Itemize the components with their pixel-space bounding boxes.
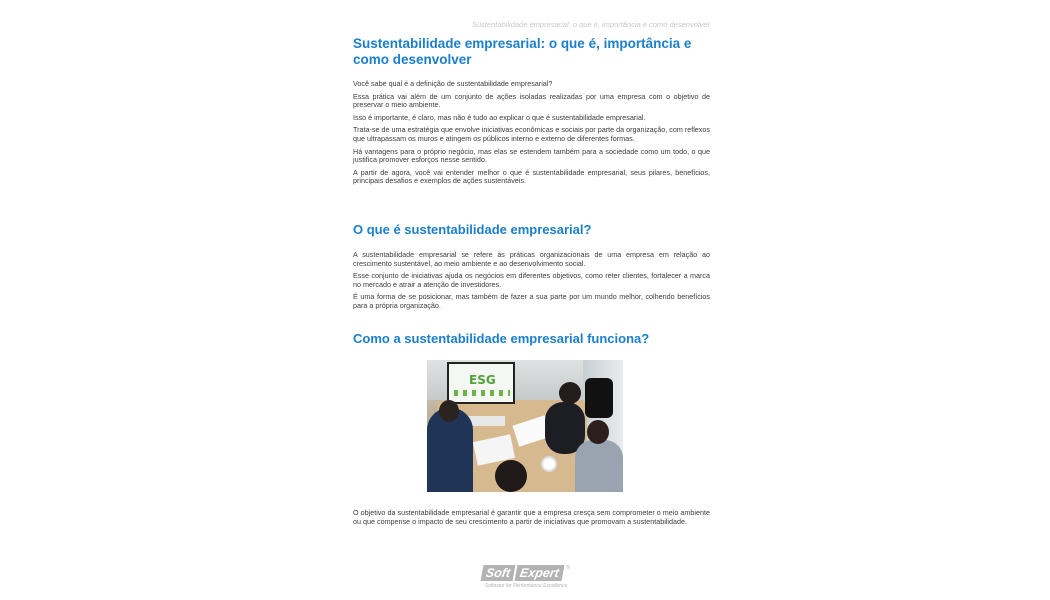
paragraph: Trata-se de uma estratégia que envolve iniciativas econômicas e sociais por parte da organização, com reflexos que ultrapassam os muros e atingem os públicos interno e externo de diferentes formas. (353, 125, 710, 143)
section-heading-what-is: O que é sustentabilidade empresarial? (353, 222, 592, 237)
registered-mark: ® (566, 565, 570, 571)
paragraph: O objetivo da sustentabilidade empresarial é garantir que a empresa cresça sem comprometer o meio ambiente ou que compense o impacto de seu crescimento a partir de iniciativas que promovam a sustentabilidade. (353, 508, 710, 526)
monitor (447, 362, 515, 404)
page-title: Sustentabilidade empresarial: o que é, importância e como desenvolver (353, 36, 692, 67)
paragraph: Há vantagens para o próprio negócio, mas elas se estendem também para a sociedade como um todo, o que justifica promover esforços nesse sentido. (353, 146, 710, 165)
section-how-it-works (353, 509, 710, 530)
esg-label: ESG (469, 373, 496, 387)
intro-section (353, 80, 710, 190)
section-heading-how-it-works: Como a sustentabilidade empresarial funciona? (353, 331, 650, 346)
logo-word-soft: Soft (481, 565, 516, 581)
paragraph: Esse conjunto de iniciativas ajuda os negócios em diferentes objetivos, como reter clientes, fortalecer a marca no mercado e atrair a atenção de investidores. (353, 271, 710, 289)
paragraph: A sustentabilidade empresarial se refere às práticas organizacionais de uma empresa em relação ao crescimento sustentável, ao meio ambiente e ao desenvolvimento social. (353, 250, 710, 268)
paragraph: Isso é importante, é claro, mas não é tudo ao explicar o que é sustentabilidade empresarial. (353, 112, 646, 122)
esg-meeting-photo (427, 360, 623, 492)
logo-tagline: Software for Performance Excellence (484, 583, 568, 589)
section-what-is (353, 251, 710, 315)
running-header: Sustentabilidade empresarial: o que é, importância e como desenvolver (471, 20, 710, 29)
paragraph: A partir de agora, você vai entender melhor o que é sustentabilidade empresarial, seus pilares, benefícios, principais desafios e exemplos de ações sustentáveis. (353, 167, 710, 186)
paragraph: Essa prática vai além de um conjunto de ações isoladas realizadas por uma empresa com o objetivo de preservar o meio ambiente. (353, 91, 710, 110)
logo-word-expert: Expert (515, 565, 565, 581)
paragraph: Você sabe qual é a definição de sustentabilidade empresarial? (353, 79, 553, 88)
softexpert-logo (471, 564, 581, 589)
paragraph: É uma forma de se posicionar, mas também de fazer a sua parte por um mundo melhor, colhendo benefícios para a própria organização. (353, 292, 710, 310)
